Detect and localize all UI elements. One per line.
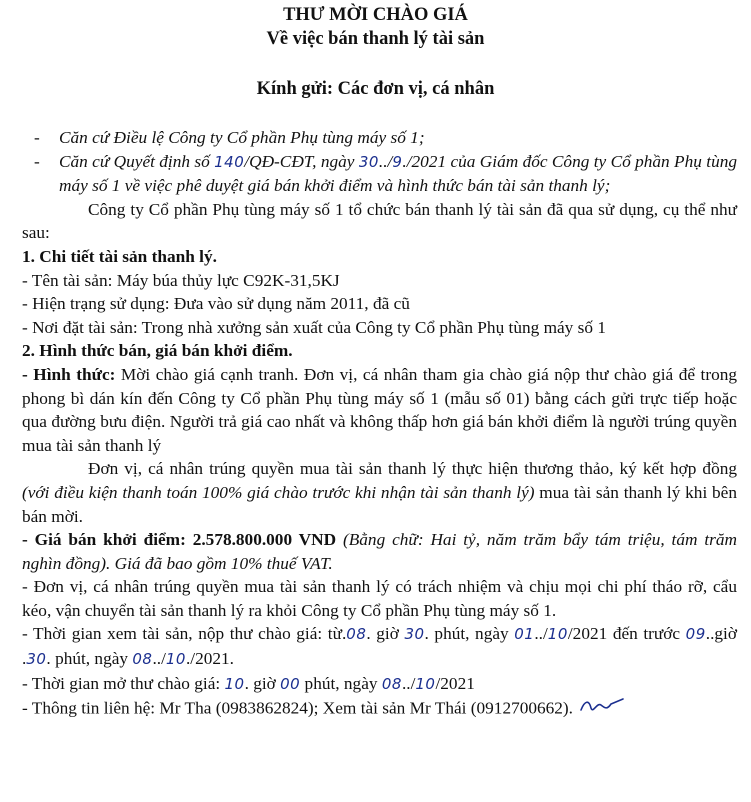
asset-status: - Hiện trạng sử dụng: Đưa vào sử dụng năm 2011, đã cũ — [22, 294, 410, 314]
handwritten-month: 9 — [392, 152, 403, 171]
addressee: Kính gửi: Các đơn vị, cá nhân — [256, 79, 495, 99]
starting-price-paragraph: - Giá bán khởi điểm: 2.578.800.000 VND (Bằng chữ: Hai tỷ, năm trăm bẩy tám triệu, tám trăm nghìn đồng). Giá đã bao gồm 10% thuế VAT. — [22, 530, 737, 573]
sale-form-label: - Hình thức: — [22, 364, 116, 384]
handwritten-decision-number: 140 — [214, 152, 245, 171]
contact-paragraph: - Thông tin liên hệ: Mr Tha (0983862824); Xem tài sản Mr Thái (0912700662). — [22, 696, 737, 723]
initials-signature-icon — [579, 696, 625, 723]
responsibility-paragraph: - Đơn vị, cá nhân trúng quyền mua tài sản thanh lý có trách nhiệm và chịu mọi chi phí tháo rỡ, cẩu kéo, vận chuyển tài sản thanh lý ra khỏi Công ty Cổ phần Phụ tùng máy số 1. — [22, 577, 737, 620]
basis-item-1: - Căn cứ Điều lệ Công ty Cổ phần Phụ tùng máy số 1; — [34, 128, 425, 147]
viewing-time-paragraph: - Thời gian xem tài sản, nộp thư chào giá: từ.08. giờ 30. phút, ngày 01../10/2021 đến trước 09..giờ .30. phút, ngày 08../10./2021. — [22, 624, 737, 669]
section-1-heading: 1. Chi tiết tài sản thanh lý. — [22, 246, 217, 266]
section-2-heading: 2. Hình thức bán, giá bán khởi điểm. — [22, 341, 293, 361]
intro-paragraph: Công ty Cổ phần Phụ tùng máy số 1 tổ chức bán thanh lý tài sản đã qua sử dụng, cụ thể như sau: — [22, 199, 737, 243]
basis-item-2: - Căn cứ Quyết định số 140/QĐ-CĐT, ngày 30../9./2021 của Giám đốc Công ty Cổ phần Phụ tùng máy số 1 về việc phê duyệt giá bán khởi điểm và hình thức bán tài sản thanh lý; — [34, 151, 737, 196]
document-body — [22, 126, 737, 723]
asset-name: - Tên tài sản: Máy búa thủy lực C92K-31,5KJ — [22, 270, 340, 290]
sale-form-paragraph: - Hình thức: Mời chào giá cạnh tranh. Đơn vị, cá nhân tham gia chào giá nộp thư chào giá để trong phong bì dán kín đến Công ty Cổ phần Phụ tùng máy số 1 (mẫu số 01) bằng cách gửi trực tiếp hoặc qua đường bưu điện. Người trả giá cao nhất và không thấp hơn giá bán khởi điểm là người trúng quyền mua tài sản thanh lý — [22, 364, 737, 455]
winner-paragraph: Đơn vị, cá nhân trúng quyền mua tài sản thanh lý thực hiện thương thảo, ký kết hợp đồng (với điều kiện thanh toán 100% giá chào trước khi nhận tài sản thanh lý) mua tài sản thanh lý khi bên bán mời. — [22, 459, 737, 526]
asset-location: - Nơi đặt tài sản: Trong nhà xưởng sản xuất của Công ty Cổ phần Phụ tùng máy số 1 — [22, 317, 606, 337]
document-subtitle: Về việc bán thanh lý tài sản — [266, 29, 485, 49]
opening-time-paragraph: - Thời gian mở thư chào giá: 10. giờ 00 phút, ngày 08../10/2021 — [22, 673, 475, 693]
document-title: THƯ MỜI CHÀO GIÁ — [283, 5, 468, 25]
handwritten-day: 30 — [358, 152, 379, 171]
starting-price: - Giá bán khởi điểm: 2.578.800.000 VND — [22, 530, 337, 550]
